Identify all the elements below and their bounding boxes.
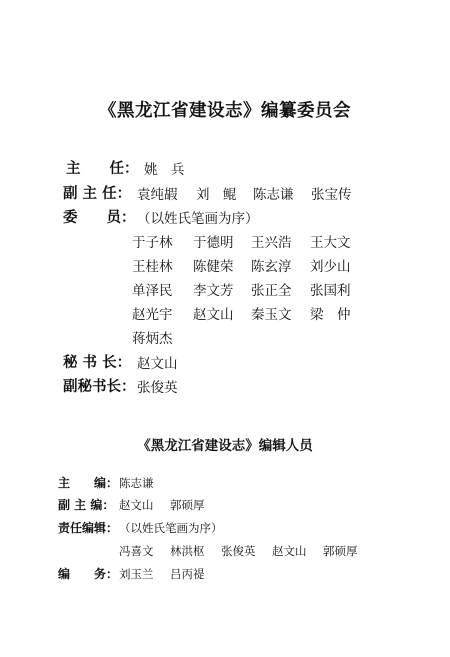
deputy-chief-editor-label: 副 主 编： bbox=[58, 498, 115, 512]
responsible-editor-name: 赵文山 bbox=[272, 544, 307, 558]
editors-title: 《黑龙江省建设志》编辑人员 bbox=[137, 438, 313, 454]
editorial-staff-label: 编 务： bbox=[58, 567, 119, 581]
vice-chair-name: 刘 鲲 bbox=[196, 187, 237, 203]
member-name: 陈玄淳 bbox=[251, 259, 292, 275]
member-name: 王兴浩 bbox=[251, 235, 292, 251]
member-name: 于德明 bbox=[193, 235, 234, 251]
editorial-staff-name: 吕丙禔 bbox=[170, 567, 205, 581]
vice-chair-label: 副 主 任： bbox=[63, 186, 132, 202]
vice-chair-name: 袁纯嘏 bbox=[137, 187, 178, 203]
committee-title: 《黑龙江省建设志》编纂委员会 bbox=[99, 101, 351, 121]
member-name: 于子林 bbox=[132, 235, 173, 251]
vice-chair-name: 张宝传 bbox=[311, 187, 352, 203]
responsible-editor-name: 林洪枢 bbox=[170, 544, 205, 558]
member-name: 蒋炳杰 bbox=[132, 331, 173, 347]
chair-label: 主 任： bbox=[66, 161, 139, 177]
responsible-editors-label: 责任编辑： bbox=[58, 521, 119, 535]
deputy-secretary-general-name: 张俊英 bbox=[137, 380, 178, 396]
deputy-chief-editor-name: 郭硕厚 bbox=[170, 498, 205, 512]
members-label: 委 员： bbox=[63, 210, 136, 226]
secretary-general-name: 赵文山 bbox=[137, 356, 178, 372]
vice-chair-name: 陈志谦 bbox=[253, 187, 294, 203]
member-name: 张国利 bbox=[310, 283, 351, 299]
member-name: 刘少山 bbox=[310, 259, 351, 275]
responsible-editors-note: （以姓氏笔画为序） bbox=[119, 521, 223, 535]
chair-name: 姚 兵 bbox=[144, 162, 185, 178]
member-name: 梁 仲 bbox=[310, 307, 351, 323]
responsible-editor-name: 郭硕厚 bbox=[323, 544, 358, 558]
deputy-chief-editor-name: 赵文山 bbox=[119, 498, 154, 512]
member-name: 陈健荣 bbox=[193, 259, 234, 275]
deputy-secretary-general-label: 副秘书长： bbox=[63, 379, 136, 395]
member-name: 赵文山 bbox=[193, 307, 234, 323]
member-name: 李文芳 bbox=[193, 283, 234, 299]
responsible-editor-name: 冯喜文 bbox=[119, 544, 154, 558]
secretary-general-label: 秘 书 长： bbox=[63, 355, 132, 371]
editorial-staff-name: 刘玉兰 bbox=[119, 567, 154, 581]
member-name: 单泽民 bbox=[132, 283, 173, 299]
member-name: 赵光宇 bbox=[132, 307, 173, 323]
chief-editor-label: 主 编： bbox=[58, 476, 119, 490]
chief-editor-name: 陈志谦 bbox=[119, 476, 154, 490]
member-name: 张正全 bbox=[251, 283, 292, 299]
member-name: 王桂林 bbox=[132, 259, 173, 275]
members-note: （以姓氏笔画为序） bbox=[137, 211, 259, 227]
member-name: 王大文 bbox=[310, 235, 351, 251]
member-name: 秦玉文 bbox=[251, 307, 292, 323]
responsible-editor-name: 张俊英 bbox=[221, 544, 256, 558]
